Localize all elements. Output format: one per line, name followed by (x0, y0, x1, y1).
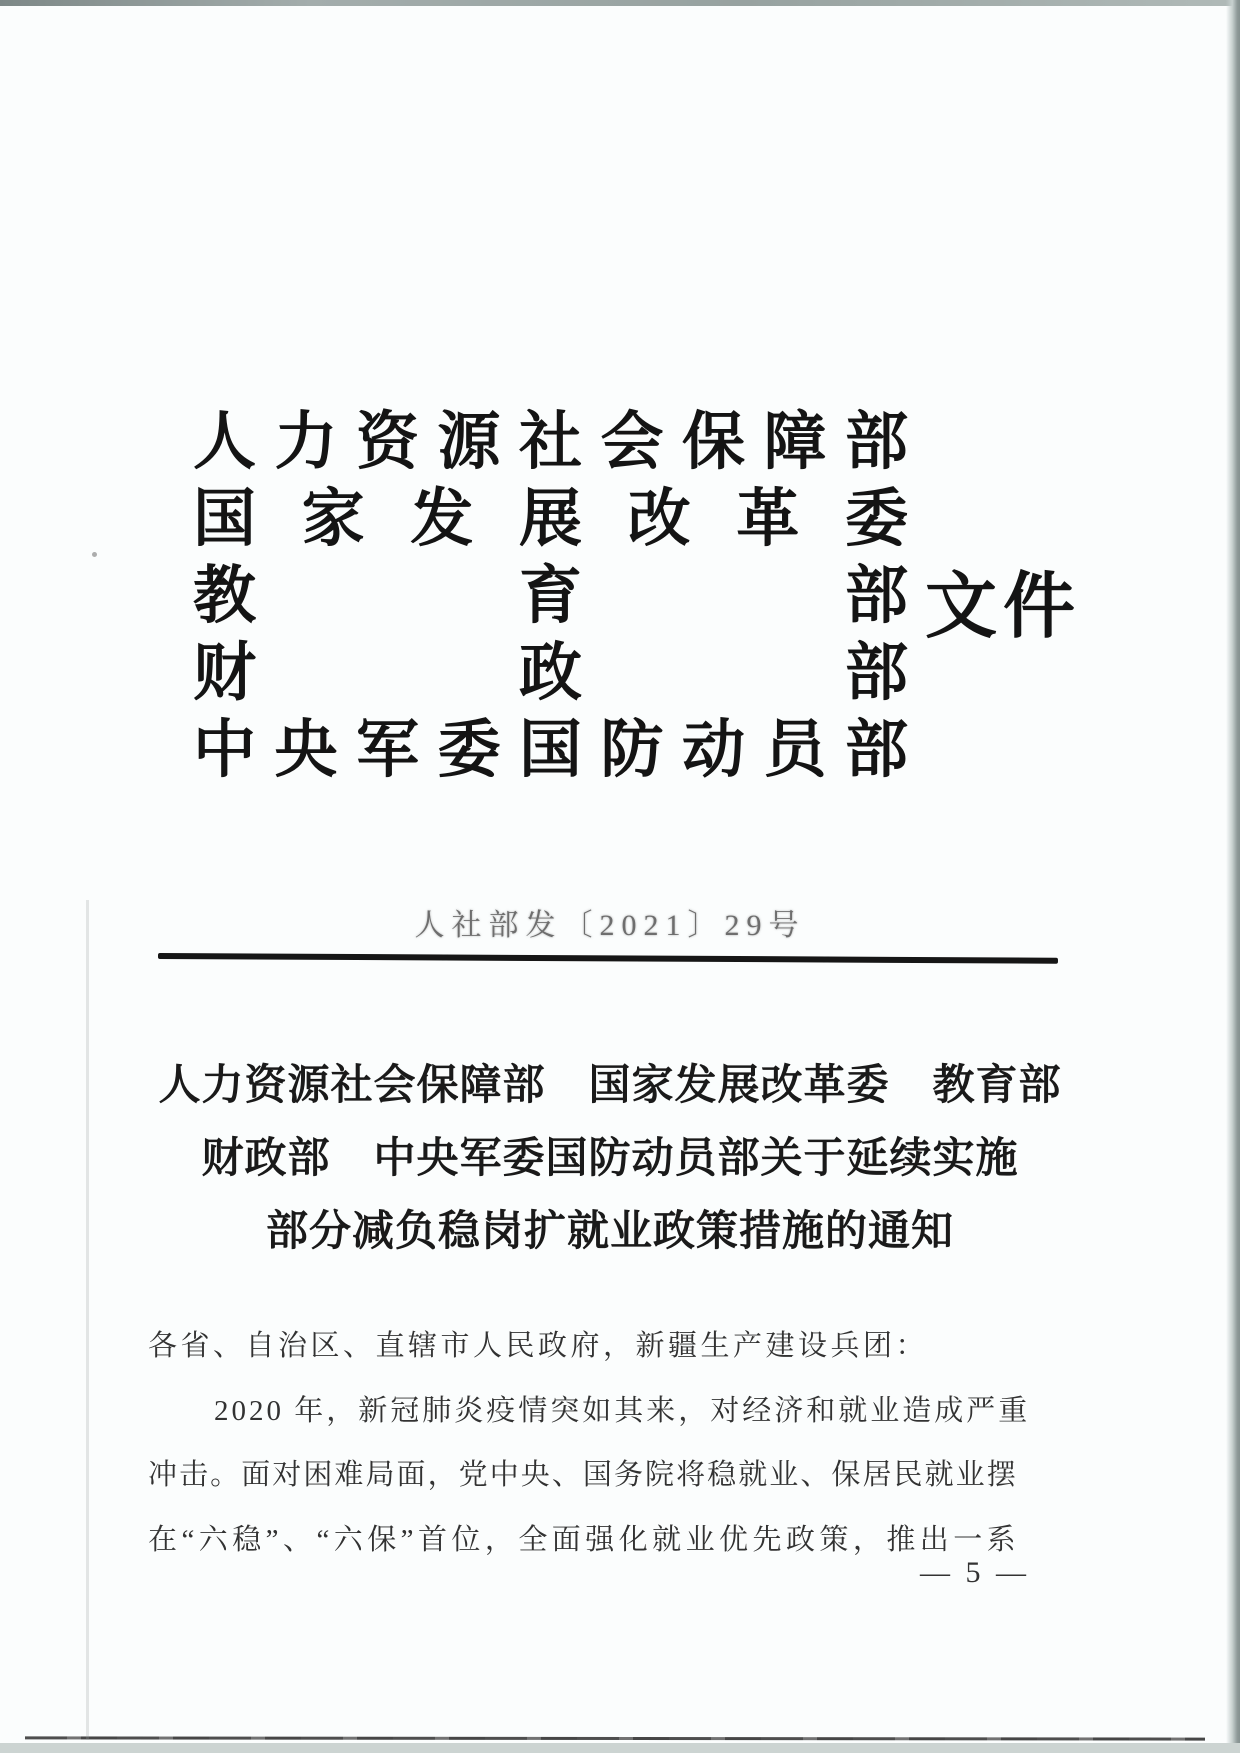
page-number: — 5 — (920, 1556, 1030, 1589)
body-paragraph-line-2: 冲 击 。 面 对 困 难 局 面 ， 党 中 央 、 国 务 院 将 稳 就 业 、 保 居 民 就 业 摆 (148, 1459, 1016, 1491)
salutation-line: 各省、自治区、直辖市人民政府，新疆生产建设兵团： (148, 1330, 929, 1362)
scan-artifact-top-edge (0, 0, 1240, 6)
agency-name-ndrc: 国 家 发 展 改 革 委 (193, 484, 908, 554)
document-reference-number: 人社部发〔2021〕29号 (414, 909, 806, 942)
document-body (148, 1314, 1031, 1572)
body-paragraph-line-1: 2020 年，新冠肺炎疫情突如其来，对经济和就业造成严重 (214, 1394, 1031, 1427)
document-type-label: 文件 (925, 567, 1082, 647)
agency-name-cmc-ndmd: 中 央 军 委 国 防 动 员 部 (193, 715, 908, 785)
scan-artifact-bottom-band (0, 1743, 1240, 1753)
agency-name-mohrss: 人 力 资 源 社 会 保 障 部 (193, 407, 908, 477)
document-title-line-2: 财政部 中央军委国防动员部关于延续实施 (201, 1136, 1019, 1182)
document-title-line-3: 部分减负稳岗扩就业政策措施的通知 (265, 1209, 954, 1255)
agency-name-moe: 教 育 部 (193, 561, 908, 631)
letterhead-divider-rule (158, 953, 1058, 964)
agency-name-mof: 财 政 部 (193, 638, 908, 708)
document-title (90, 1050, 1130, 1269)
scan-artifact-left-streak (86, 900, 89, 1740)
scan-artifact-bottom-edge-line (25, 1736, 1205, 1740)
document-title-line-1: 人力资源社会保障部 国家发展改革委 教育部 (158, 1063, 1062, 1109)
issuing-agency-list (193, 404, 908, 789)
scan-artifact-right-edge (1226, 0, 1240, 1753)
scan-artifact-speck (92, 552, 97, 557)
body-paragraph-line-3: 在 “ 六 稳 ” 、 “ 六 保 ” 首 位 ， 全 面 强 化 就 业 优 先 政 策 ， 推 出 一 系 (148, 1523, 1016, 1556)
